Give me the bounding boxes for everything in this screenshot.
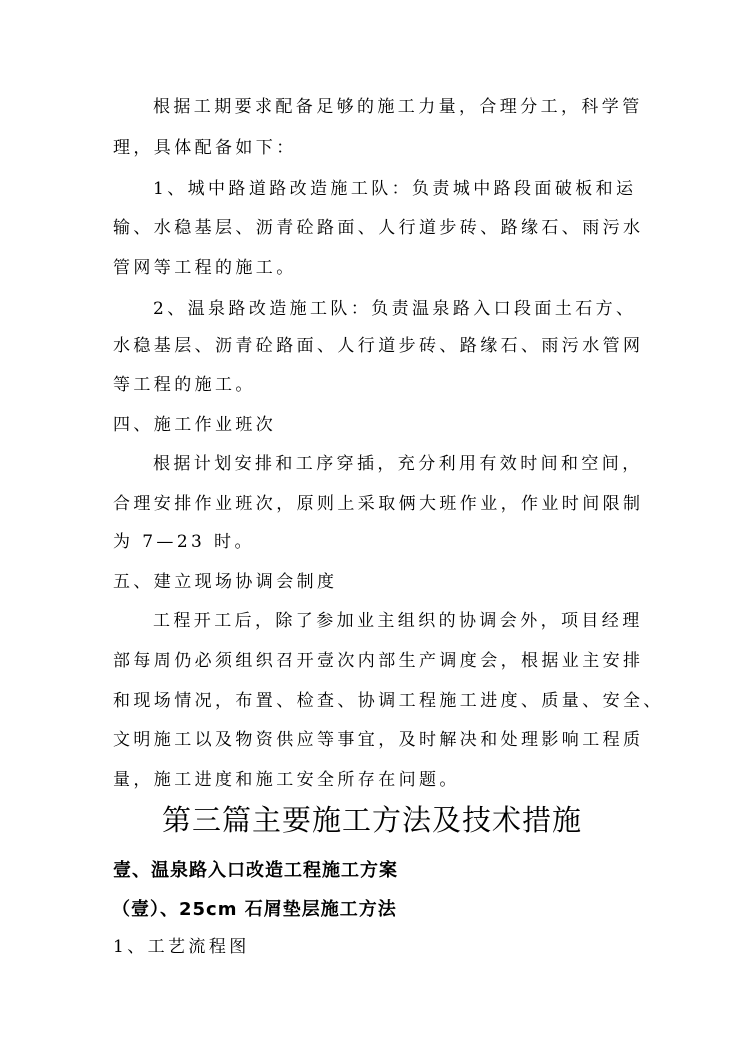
section4-line: 为 7—23 时。 xyxy=(113,532,255,552)
section5-title: 五、建立现场协调会制度 xyxy=(113,572,338,592)
team1-line: 输、水稳基层、沥青砼路面、人行道步砖、路缘石、雨污水 xyxy=(113,218,644,238)
section4-line: 根据计划安排和工序穿插，充分利用有效时间和空间， xyxy=(153,454,643,474)
item1-title: 1、工艺流程图 xyxy=(113,937,250,957)
section4-title: 四、施工作业班次 xyxy=(113,415,277,435)
team2-line: 水稳基层、沥青砼路面、人行道步砖、路缘石、雨污水管网 xyxy=(113,336,644,356)
paragraph-line: 理，具体配备如下： xyxy=(113,138,297,158)
subsection1-heading: （壹）、25cm 石屑垫层施工方法 xyxy=(112,899,397,920)
chapter1-heading: 壹、温泉路入口改造工程施工方案 xyxy=(113,860,398,881)
team2-line: 2、温泉路改造施工队：负责温泉路入口段面土石方、 xyxy=(153,299,637,319)
section5-line: 量，施工进度和施工安全所存在问题。 xyxy=(113,770,460,790)
team1-line: 1、城中路道路改造施工队：负责城中路段面破板和运 xyxy=(153,179,637,199)
team2-line: 等工程的施工。 xyxy=(113,375,256,395)
part3-heading: 第三篇主要施工方法及技术措施 xyxy=(161,803,582,837)
section5-line: 文明施工以及物资供应等事宜，及时解决和处理影响工程质 xyxy=(113,730,644,750)
section4-line: 合理安排作业班次，原则上采取俩大班作业，作业时间限制 xyxy=(113,494,644,514)
section5-line: 和现场情况，布置、检查、协调工程施工进度、质量、安全、 xyxy=(113,691,664,711)
paragraph-line: 根据工期要求配备足够的施工力量，合理分工，科学管 xyxy=(153,97,643,117)
section5-line: 工程开工后，除了参加业主组织的协调会外，项目经理 xyxy=(153,611,643,631)
team1-line: 管网等工程的施工。 xyxy=(113,258,297,278)
section5-line: 部每周仍必须组织召开壹次内部生产调度会，根据业主安排 xyxy=(113,651,644,671)
